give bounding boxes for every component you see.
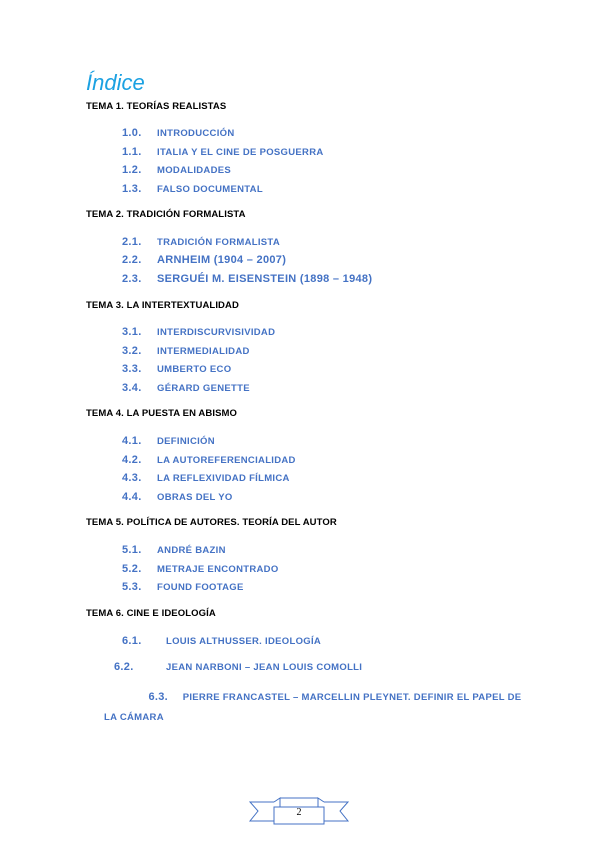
toc-number: 6.3.	[148, 691, 168, 703]
toc-number: 5.1.	[122, 544, 142, 556]
toc-entry-5-3[interactable]	[122, 581, 244, 593]
toc-number: 2.2.	[122, 254, 142, 266]
toc-number: 4.2.	[122, 454, 142, 466]
toc-entry-6-2[interactable]	[114, 661, 362, 673]
toc-number: 3.3.	[122, 363, 142, 375]
toc-label: MODALIDADES	[157, 165, 232, 176]
toc-entry-1-2[interactable]	[122, 164, 231, 176]
toc-label: INTRODUCCIÓN	[157, 128, 235, 139]
toc-entry-5-2[interactable]	[122, 563, 279, 575]
toc-entry-2-2[interactable]	[122, 254, 286, 266]
toc-entry-2-1[interactable]	[122, 236, 280, 248]
section-heading-6[interactable]: TEMA 6. CINE E IDEOLOGÍA	[86, 608, 216, 619]
toc-label: ARNHEIM (1904 – 2007)	[157, 254, 287, 266]
toc-entry-4-4[interactable]	[122, 491, 233, 503]
toc-label: UMBERTO ECO	[157, 364, 232, 375]
toc-label: JEAN NARBONI – JEAN LOUIS COMOLLI	[166, 662, 363, 673]
toc-number: 2.3.	[122, 273, 142, 285]
section-heading-3[interactable]: TEMA 3. LA INTERTEXTUALIDAD	[86, 300, 239, 311]
toc-entry-3-1[interactable]	[122, 326, 275, 338]
toc-number: 6.1.	[122, 635, 142, 647]
page-number: 2	[296, 807, 302, 818]
toc-entry-1-1[interactable]	[122, 146, 324, 158]
toc-label: METRAJE ENCONTRADO	[157, 564, 279, 575]
toc-number: 4.4.	[122, 491, 142, 503]
toc-number: 1.3.	[122, 183, 142, 195]
toc-entry-3-4[interactable]	[122, 382, 250, 394]
toc-label: PIERRE FRANCASTEL – MARCELLIN PLEYNET. DEFINIR EL PAPEL DE LA CÁMARA	[104, 692, 522, 723]
toc-number: 3.1.	[122, 326, 142, 338]
toc-label: INTERMEDIALIDAD	[157, 346, 250, 357]
section-heading-2[interactable]: TEMA 2. TRADICIÓN FORMALISTA	[86, 209, 246, 220]
toc-entry-6-1[interactable]	[122, 635, 321, 647]
toc-entry-5-1[interactable]	[122, 544, 226, 556]
toc-number: 1.1.	[122, 146, 142, 158]
toc-label: LA AUTOREFERENCIALIDAD	[157, 455, 296, 466]
toc-entry-1-3[interactable]	[122, 183, 263, 195]
toc-number: 3.4.	[122, 382, 142, 394]
toc-number: 1.0.	[122, 127, 142, 139]
toc-label: DEFINICIÓN	[157, 436, 215, 447]
page-title: Índice	[86, 70, 145, 95]
toc-number: 3.2.	[122, 345, 142, 357]
section-heading-1[interactable]: TEMA 1. TEORÍAS REALISTAS	[86, 101, 227, 112]
toc-entry-4-1[interactable]	[122, 435, 215, 447]
toc-number: 6.2.	[114, 661, 134, 673]
toc-number: 4.3.	[122, 472, 142, 484]
toc-label: GÉRARD GENETTE	[157, 383, 250, 394]
toc-label: TRADICIÓN FORMALISTA	[157, 237, 280, 248]
toc-label: LOUIS ALTHUSSER. IDEOLOGÍA	[166, 636, 322, 647]
toc-entry-4-2[interactable]	[122, 454, 296, 466]
toc-entry-4-3[interactable]	[122, 472, 290, 484]
toc-number: 1.2.	[122, 164, 142, 176]
toc-number: 5.2.	[122, 563, 142, 575]
toc-number: 4.1.	[122, 435, 142, 447]
toc-entry-2-3[interactable]	[122, 273, 372, 285]
toc-number: 2.1.	[122, 236, 142, 248]
toc-entry-3-3[interactable]	[122, 363, 231, 375]
toc-label: LA REFLEXIVIDAD FÍLMICA	[157, 473, 290, 484]
toc-label: INTERDISCURVISIVIDAD	[157, 327, 276, 338]
toc-entry-6-3[interactable]	[104, 687, 534, 728]
section-heading-4[interactable]: TEMA 4. LA PUESTA EN ABISMO	[86, 408, 238, 419]
toc-entry-1-0[interactable]	[122, 127, 235, 139]
toc-label: ANDRÉ BAZIN	[157, 545, 226, 556]
section-heading-5[interactable]: TEMA 5. POLÍTICA DE AUTORES. TEORÍA DEL AUTOR	[86, 517, 337, 528]
toc-label: FALSO DOCUMENTAL	[157, 184, 263, 195]
toc-number: 5.3.	[122, 581, 142, 593]
toc-label: FOUND FOOTAGE	[157, 582, 244, 593]
toc-label: OBRAS DEL YO	[157, 492, 233, 503]
toc-label: SERGUÉI M. EISENSTEIN (1898 – 1948)	[157, 273, 373, 285]
toc-entry-3-2[interactable]	[122, 345, 250, 357]
page-number-ribbon	[246, 797, 352, 827]
toc-label: ITALIA Y EL CINE DE POSGUERRA	[157, 147, 324, 158]
